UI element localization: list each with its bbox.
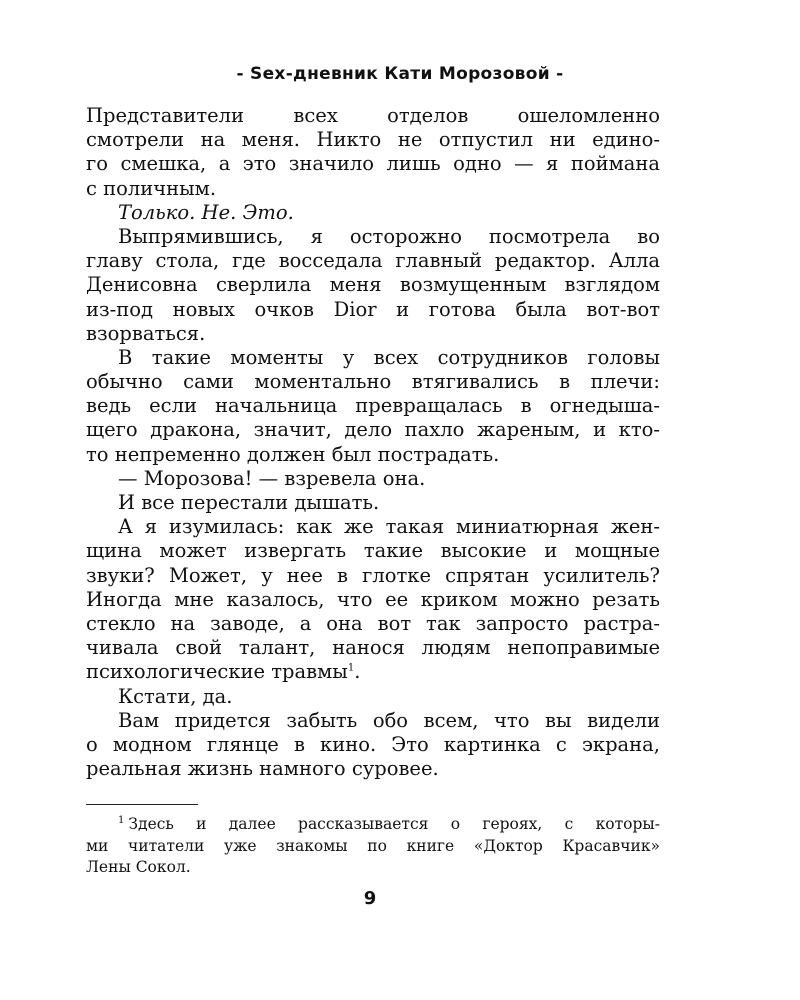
footnote (86, 814, 660, 879)
text-line: то непременно должен был пострадать. (86, 442, 500, 466)
text-line: обычно сами моментально втягивались в плечи: (86, 370, 660, 394)
running-title: - Sex-дневник Кати Морозовой - (236, 64, 564, 84)
text-line: Представители всех отделов ошеломленно (86, 104, 660, 127)
text-line: — Морозова! — взревела она. (118, 466, 426, 490)
text-line: из-под новых очков Dior и готова была вот-вот (86, 297, 660, 321)
text-line: смотрели на меня. Никто не отпустил ни едино- (86, 128, 660, 152)
text-line: го смешка, а это значило лишь одно — я поймана (86, 152, 660, 176)
text-line: ведь если начальница превращалась в огнедыша- (86, 394, 660, 418)
text-line: Иногда мне казалось, что ее криком можно резать (86, 587, 660, 611)
text-line: Вам придется забыть обо всем, что вы видели (118, 708, 660, 732)
text-line: Выпрямившись, я осторожно посмотрела во (118, 224, 660, 248)
text-line: о модном глянце в кино. Это картинка с экрана, (86, 732, 660, 756)
page-number: 9 (363, 888, 377, 909)
footnote-number: 1 (118, 814, 125, 826)
text-line: И все перестали дышать. (118, 491, 380, 514)
text-line: звуки? Может, у нее в глотке спрятан усилитель? (86, 563, 660, 587)
text-line: Денисовна сверлила меня возмущенным взглядом (86, 273, 660, 297)
text-line: реальная жизнь намного суровее. (86, 757, 439, 781)
text-line: Кстати, да. (118, 684, 233, 708)
text-line: взорваться. (86, 321, 206, 345)
text-line: В такие моменты у всех сотрудников головы (118, 345, 660, 369)
text-line: с поличным. (86, 176, 217, 200)
footnote-divider (86, 804, 198, 805)
footnote-line (86, 814, 660, 836)
footnote-line: ми читатели уже знакомы по книге «Доктор Красавчик» (86, 836, 660, 855)
text-line: щего дракона, значит, дело пахло жареным, и кто- (86, 418, 660, 442)
text-line: чивала свой талант, нанося людям непоправимые (86, 636, 660, 660)
text-line: главу стола, где восседала главный редактор. Алла (86, 249, 660, 273)
text-line: А я изумилась: как же такая миниатюрная жен- (118, 515, 660, 539)
text-line-italic: Только. Не. Это. (118, 200, 294, 224)
body-text (86, 104, 660, 781)
footnote-text: Здесь и далее рассказывается о героях, с которы- (128, 815, 660, 833)
text-line: стекло на заводе, а она вот так запросто растра- (86, 611, 660, 635)
text-line: щина может извергать такие высокие и мощные (86, 539, 660, 563)
text-line-with-footnote: психологические травмы$^1$. (86, 660, 361, 684)
footnote-marker: 1 (347, 662, 355, 674)
text-line: психологические травмы (86, 660, 348, 684)
footnote-line: Лены Сокол. (86, 858, 191, 876)
